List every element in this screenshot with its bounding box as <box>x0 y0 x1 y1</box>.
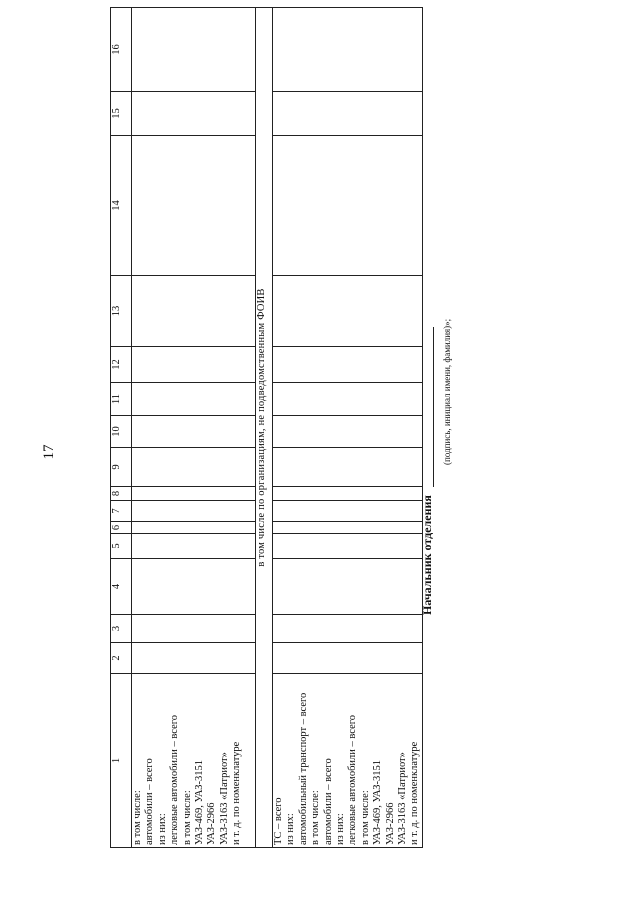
data-cell <box>273 501 423 522</box>
page-number: 17 <box>41 444 57 460</box>
data-cell <box>273 643 423 674</box>
data-cell <box>273 615 423 643</box>
data-cell <box>132 643 256 674</box>
row-label-line: УАЗ-469, УАЗ-3151 <box>372 759 384 845</box>
data-cell <box>273 92 423 136</box>
data-cell <box>132 8 256 92</box>
col-header: 2 <box>111 643 132 674</box>
row-label-line: в том числе: <box>359 790 371 845</box>
row-label-line: в том числе: <box>132 790 143 845</box>
data-cell <box>273 276 423 347</box>
col-header: 8 <box>111 487 132 501</box>
data-cell <box>132 276 256 347</box>
row-label-line: УАЗ-2966 <box>206 802 218 845</box>
col-header: 16 <box>111 8 132 92</box>
column-number-row <box>111 8 132 848</box>
data-cell <box>132 92 256 136</box>
row-label-line: УАЗ-3163 «Патриот» <box>218 752 230 845</box>
row-label-line: из них: <box>285 813 297 845</box>
data-cell <box>132 534 256 559</box>
row-label-line: ТС – всего <box>273 797 284 845</box>
row-label-line: автомобили – всего <box>144 758 156 845</box>
data-cell <box>273 559 423 615</box>
data-cell <box>132 416 256 448</box>
row-label-line: УАЗ-3163 «Патриот» <box>397 752 409 845</box>
row-label-line: автомобили – всего <box>322 758 334 845</box>
table-row <box>273 8 423 848</box>
data-cell <box>273 534 423 559</box>
row-label-line: и т. д. по номенклатуре <box>409 741 421 845</box>
data-cell <box>132 448 256 487</box>
row-label-cell <box>132 674 256 848</box>
data-cell <box>273 8 423 92</box>
data-cell <box>132 615 256 643</box>
row-label-line: автомобильный транспорт – всего <box>297 692 309 845</box>
row-label-cell <box>273 674 423 848</box>
row-label-line: в том числе: <box>310 790 322 845</box>
data-cell <box>273 416 423 448</box>
col-header: 11 <box>111 383 132 416</box>
section-row <box>256 8 273 848</box>
data-cell <box>132 487 256 501</box>
col-header: 4 <box>111 559 132 615</box>
data-cell <box>132 501 256 522</box>
data-cell <box>132 383 256 416</box>
data-cell <box>132 522 256 534</box>
col-header: 13 <box>111 276 132 347</box>
data-cell <box>273 448 423 487</box>
report-table <box>110 7 423 848</box>
col-header: 14 <box>111 136 132 276</box>
col-header: 1 <box>111 674 132 848</box>
table-row <box>132 8 256 848</box>
data-cell <box>132 347 256 383</box>
signature-caption: (подпись, инициал имени, фамилия)»; <box>442 318 452 465</box>
col-header: 5 <box>111 534 132 559</box>
signature-title: Начальник отделения <box>420 495 434 615</box>
signature-line <box>433 327 434 487</box>
signature-block <box>420 255 480 615</box>
data-cell <box>273 383 423 416</box>
data-cell <box>273 136 423 276</box>
row-label-line: из них: <box>335 813 347 845</box>
row-label-line: легковые автомобили – всего <box>347 714 359 845</box>
row-label-line: из них: <box>156 813 168 845</box>
data-cell <box>273 487 423 501</box>
row-label-line: УАЗ-469, УАЗ-3151 <box>194 759 206 845</box>
col-header: 7 <box>111 501 132 522</box>
row-label-line: и т. д. по номенклатуре <box>231 741 243 845</box>
col-header: 9 <box>111 448 132 487</box>
data-cell <box>273 347 423 383</box>
data-cell <box>132 559 256 615</box>
row-label-line: в том числе: <box>181 790 193 845</box>
row-label-line: легковые автомобили – всего <box>169 714 181 845</box>
col-header: 15 <box>111 92 132 136</box>
rotated-table-container <box>110 8 421 848</box>
data-cell <box>273 522 423 534</box>
col-header: 3 <box>111 615 132 643</box>
col-header: 6 <box>111 522 132 534</box>
col-header: 10 <box>111 416 132 448</box>
row-label-line: УАЗ-2966 <box>384 802 396 845</box>
section-title: в том числе по организациям, не подведомственным ФОИВ <box>256 8 273 848</box>
col-header: 12 <box>111 347 132 383</box>
data-cell <box>132 136 256 276</box>
